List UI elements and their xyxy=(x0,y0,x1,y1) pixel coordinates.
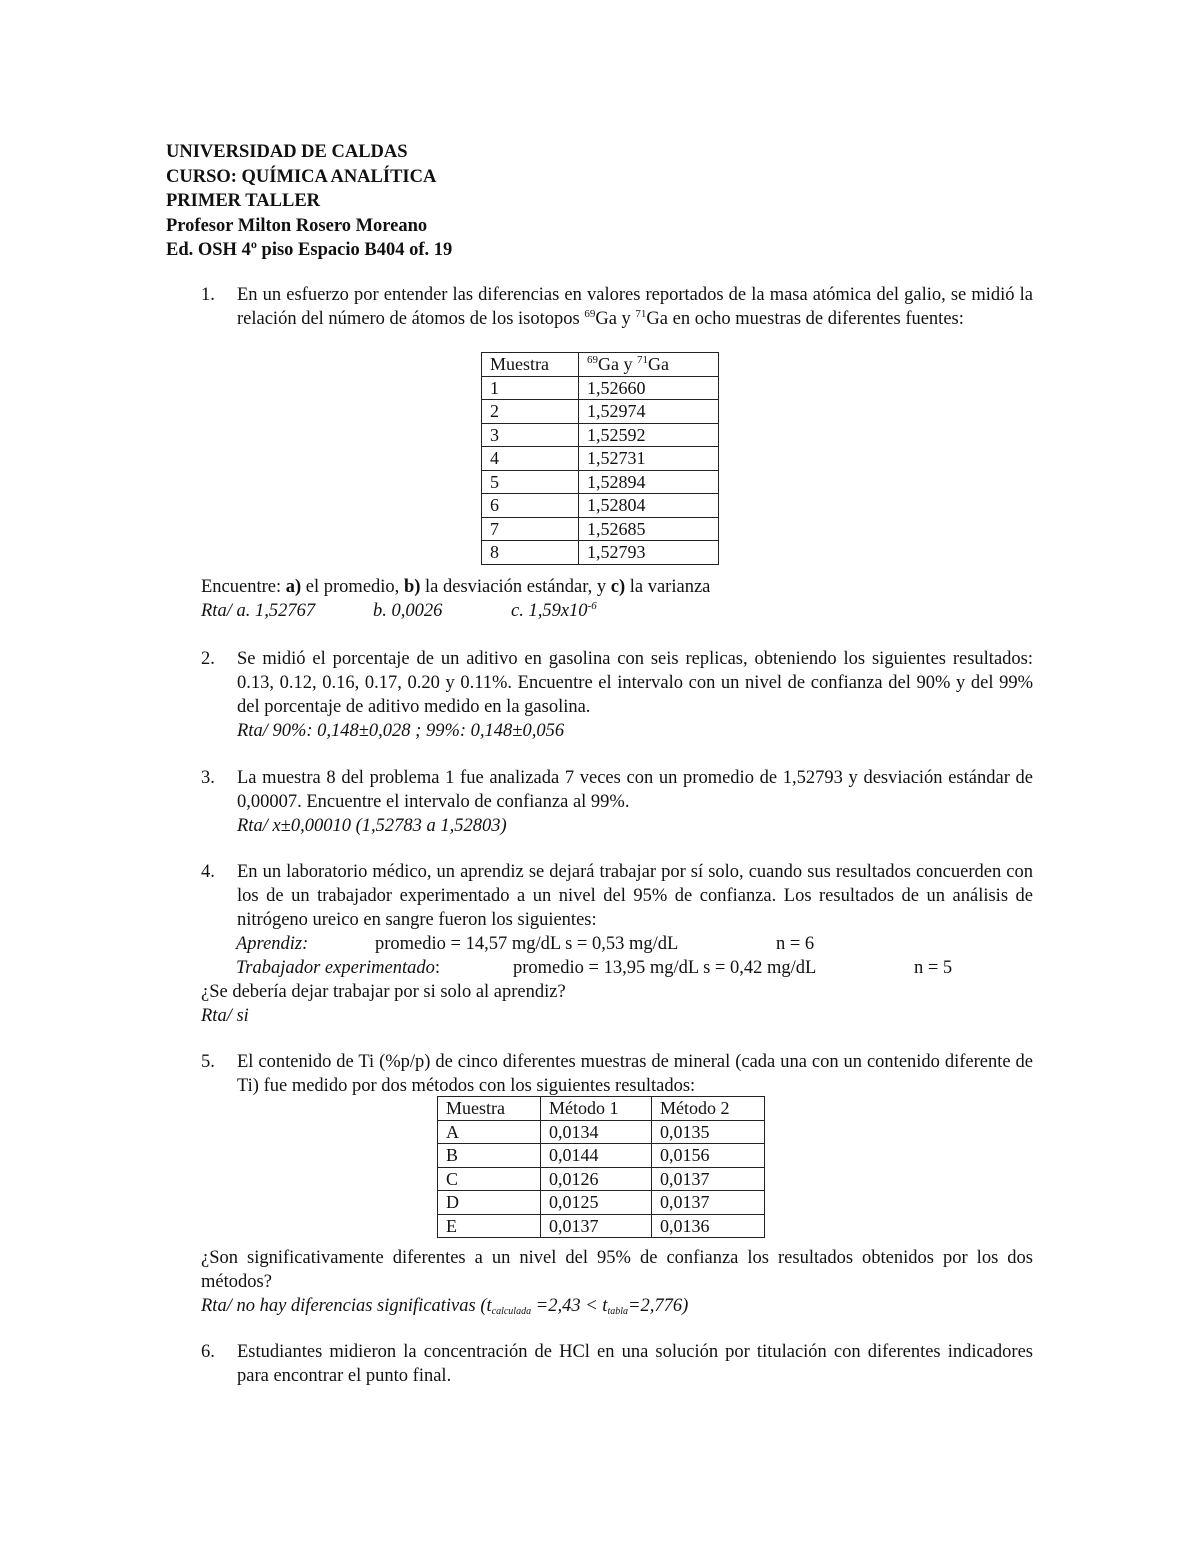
question-text: En un esfuerzo por entender las diferencias en valores reportados de la masa atómica del galio, se midió la relación del número de átomos de los isotopos $^{69}$Ga y $^{71}$Ga en ocho muestras de diferentes fuentes: xyxy=(237,285,1033,329)
document-header xyxy=(166,140,452,263)
q5-question: ¿Son significativamente diferentes a un nivel del 95% de confianza los resultados obtenidos por los dos métodos? xyxy=(201,1248,1033,1292)
table-row: A 0,0134 0,0135 xyxy=(438,1120,765,1144)
question-answer: Rta/ x±0,00010 (1,52783 a 1,52803) xyxy=(237,816,507,836)
question-2 xyxy=(201,647,1033,743)
table-row: 6 1,52804 xyxy=(482,494,719,518)
question-3 xyxy=(201,766,1033,838)
q4-question: ¿Se debería dejar trabajar por si solo al aprendiz? xyxy=(201,982,566,1002)
question-number: 6. xyxy=(201,1342,215,1362)
table-row: 7 1,52685 xyxy=(482,517,719,541)
titanium-methods-table xyxy=(437,1096,765,1238)
table-row: 5 1,52894 xyxy=(482,470,719,494)
header-cell-sample: Muestra xyxy=(482,353,579,377)
header-cell-method-1: Método 1 xyxy=(541,1097,652,1121)
q4-answer: Rta/ si xyxy=(201,1006,249,1026)
worker-n: n = 5 xyxy=(914,958,953,978)
question-text: La muestra 8 del problema 1 fue analizada 7 veces con un promedio de 1,52793 y desviación estándar de 0,00007. Encuentre el intervalo de confianza al 99%. xyxy=(237,768,1033,812)
table-row: 1 1,52660 xyxy=(482,376,719,400)
table-row: D 0,0125 0,0137 xyxy=(438,1191,765,1215)
worker-stats: promedio = 13,95 mg/dL s = 0,42 mg/dL xyxy=(513,958,817,978)
table-row: C 0,0126 0,0137 xyxy=(438,1167,765,1191)
office-location: Ed. OSH 4º piso Espacio B404 of. 19 xyxy=(166,240,453,260)
workshop-title: PRIMER TALLER xyxy=(166,191,321,211)
worker-label: Trabajador experimentado: xyxy=(236,958,441,978)
apprentice-n: n = 6 xyxy=(776,934,815,954)
apprentice-stats: promedio = 14,57 mg/dL s = 0,53 mg/dL xyxy=(375,934,679,954)
question-answer: Rta/ 90%: 0,148±0,028 ; 99%: 0,148±0,056 xyxy=(237,721,565,741)
question-4 xyxy=(201,860,1033,932)
table-row: B 0,0144 0,0156 xyxy=(438,1144,765,1168)
q5-answer: Rta/ no hay diferencias significativas $(t_{calculada} =2,43 < t_{tabla}=2,776)$ xyxy=(201,1296,689,1317)
header-cell-ratio: $^{69}$Ga y $^{71}$Ga xyxy=(579,353,719,377)
question-text: Estudiantes midieron la concentración de HCl en una solución por titulación con diferentes indicadores para encontrar el punto final. xyxy=(237,1342,1033,1386)
table-row: 8 1,52793 xyxy=(482,541,719,565)
header-cell-sample: Muestra xyxy=(438,1097,541,1121)
q1-answer-a: Rta/ a. 1,52767 xyxy=(201,601,316,621)
question-number: 1. xyxy=(201,285,215,305)
table-row: 2 1,52974 xyxy=(482,400,719,424)
question-number: 3. xyxy=(201,768,215,788)
galium-ratio-table xyxy=(481,352,719,565)
q1-find-instructions: Encuentre: a) el promedio, b) la desviación estándar, y c) la varianza xyxy=(201,577,711,597)
table-row: E 0,0137 0,0136 xyxy=(438,1214,765,1238)
header-cell-method-2: Método 2 xyxy=(652,1097,765,1121)
apprentice-label: Aprendiz: xyxy=(236,934,309,954)
course-name: CURSO: QUÍMICA ANALÍTICA xyxy=(166,166,437,187)
question-6 xyxy=(201,1340,1033,1388)
university-name: UNIVERSIDAD DE CALDAS xyxy=(166,142,408,162)
question-number: 5. xyxy=(201,1052,215,1072)
table-header-row xyxy=(438,1097,765,1121)
question-1 xyxy=(201,283,1033,331)
question-text: El contenido de Ti (%p/p) de cinco diferentes muestras de mineral (cada una con un contenido diferente de Ti) fue medido por dos métodos con los siguientes resultados: xyxy=(237,1052,1033,1096)
question-5 xyxy=(201,1050,1033,1098)
q1-answer-c: c. $1,59x10^{-6}$ xyxy=(511,600,597,621)
question-text: Se midió el porcentaje de un aditivo en gasolina con seis replicas, obteniendo los siguientes resultados: 0.13, 0.12, 0.16, 0.17, 0.20 y 0.11%. Encuentre el intervalo con un nivel de confianza del 90% y del 99% del porcentaje de aditivo medido en la gasolina. xyxy=(237,649,1033,717)
table-header-row xyxy=(482,353,719,377)
question-number: 2. xyxy=(201,649,215,669)
table-row: 4 1,52731 xyxy=(482,447,719,471)
professor-name: Profesor Milton Rosero Moreano xyxy=(166,215,428,236)
question-text: En un laboratorio médico, un aprendiz se dejará trabajar por sí solo, cuando sus resultados concuerden con los de un trabajador experimentado a un nivel del 95% de confianza. Los resultados de un análisis de nitrógeno ureico en sangre fueron los siguientes: xyxy=(237,862,1033,930)
question-number: 4. xyxy=(201,862,215,882)
table-row: 3 1,52592 xyxy=(482,423,719,447)
q1-answer-b: b. 0,0026 xyxy=(373,601,443,621)
